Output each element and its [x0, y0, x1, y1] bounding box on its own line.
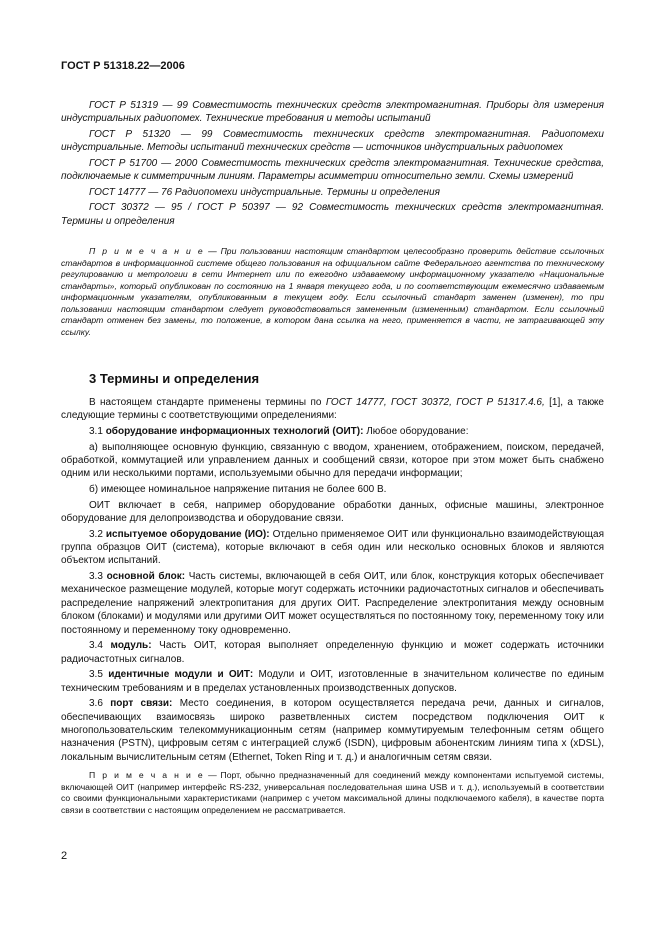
term-name: оборудование информационных технологий (ОИТ):	[105, 426, 364, 437]
term-number: 3.2	[89, 528, 106, 540]
note-text: — При пользовании настоящим стандартом целесообразно проверить действие ссылочных стандартов в информационной системе общего пользования на официальном сайте Федерального агентства по техническому регулированию и метрологии в сети Интернет или по ежегодно издаваемому информационному указателю «Национальные стандарты», который опубликован по состоянию на 1 января текущего года, и по соответствующим ежемесячно издаваемым информационным указателям, опубликованным в текущем году. Если ссылочный стандарт заменен (изменен), то при пользовании настоящим стандартом следует руководствоваться замененным (измененным) стандартом. Если ссылочный стандарт отменен без замены, то положение, в котором дана ссылка на него, применяется в части, не затрагивающей эту ссылку.	[61, 246, 604, 337]
term-definition: Часть системы, включающей в себя ОИТ, или блок, конструкция которых обеспечивает механическое размещение модулей, которые могут содержать источники радиочастотных сигналов и обеспечивать распределение напряжений электропитания для других ОИТ. Распределение электропитания между основным блоком (блоками) и модулями или другими ОИТ может осуществляться по постоянному току, переменному току или постоянному и переменному току одновременно.	[61, 571, 605, 636]
term-definition: Часть ОИТ, которая выполняет определенную функцию и может содержать источники радиочастотных сигналов.	[61, 640, 604, 665]
term-3-1-c: ОИТ включает в себя, например оборудование обработки данных, офисные машины, электронное оборудование для делопроизводства и оборудование связи.	[61, 499, 604, 524]
term-name: идентичные модули и ОИТ:	[108, 669, 254, 681]
reference-note	[61, 246, 604, 338]
note-text: — Порт, обычно предназначенный для соединений между компонентами испытуемой системы, включающей ОИТ (например интерфейс RS-232, универсальная последовательная шина USB и т. д.), используемый в соответствии со своими функциональными характеристиками (например с учетом максимальной длины подключаемого кабеля), в качестве порта связи в соответствии с настоящим определением не рассматривается.	[61, 770, 604, 815]
reference-item: ГОСТ 14777 — 76 Радиопомехи индустриальные. Термины и определения	[89, 186, 440, 198]
term-3-1-b: б) имеющее номинальное напряжение питания не более 600 В.	[89, 484, 387, 495]
normative-references	[61, 99, 604, 230]
term-name: модуль:	[110, 640, 152, 652]
term-definition: Отдельно применяемое ОИТ или функционально взаимодействующая группа образцов ОИТ (система), которые включают в себя один или несколько основных блоков и являются объектом испытаний.	[61, 528, 604, 567]
term-3-2	[61, 528, 604, 568]
term-name: испытуемое оборудование (ИО):	[105, 528, 270, 540]
term-3-6	[61, 697, 604, 764]
intro-text-end: [1], а также следующие термины с соответствующими определениями:	[61, 397, 604, 422]
section-heading: 3 Термины и определения	[89, 371, 260, 386]
term-definition: Место соединения, в котором осуществляется передача речи, данных и сигналов, обеспечивающих взаимосвязь широко разветвленных систем посредством подключения ОИТ к многопользовательским телекоммуникационным сетям (например коммутируемым телефонным сетям общего назначения (PSTN), цифровым сетям с интеграцией служб (ISDN), цифровым абонентским линиям типа x (xDSL), локальным вычислительным сетям (Ethernet, Token Ring и т. д.) и аналогичным сетям связи.	[61, 698, 604, 763]
intro-refs: ГОСТ 14777, ГОСТ 30372, ГОСТ Р 51317.4.6,	[325, 397, 545, 408]
term-name: основной блок:	[106, 571, 186, 582]
term-definition: Любое оборудование:	[363, 426, 469, 437]
term-3-4	[61, 639, 604, 666]
term-3-1	[61, 425, 604, 438]
document-header: ГОСТ Р 51318.22—2006	[61, 60, 185, 72]
term-note	[61, 770, 604, 816]
term-definition: Модули и ОИТ, изготовленные в значительном количестве по единым техническим требованиям и в пределах установленных производственных допусков.	[61, 669, 604, 694]
term-number: 3.1	[89, 426, 106, 437]
reference-item: ГОСТ 30372 — 95 / ГОСТ Р 50397 — 92 Совместимость технических средств электромагнитная. Термины и определения	[61, 202, 604, 227]
term-3-1-a: а) выполняющее основную функцию, связанную с вводом, хранением, отображением, поиском, передачей, обработкой, коммутацией или управлением данных и сообщений связи, которое при этом может быть снабжено одним или несколькими портами, используемыми обычно для передачи информации;	[61, 441, 604, 480]
page-number: 2	[61, 850, 68, 862]
intro-paragraph	[61, 396, 604, 423]
term-name: порт связи:	[110, 698, 173, 710]
term-3-3	[61, 570, 604, 637]
intro-text: В настоящем стандарте применены термины по	[89, 397, 326, 408]
term-3-5	[61, 668, 604, 695]
note-label: П р и м е ч а н и е	[89, 246, 205, 256]
term-number: 3.3	[89, 571, 107, 582]
term-number: 3.5	[89, 669, 109, 681]
section-body	[61, 396, 604, 766]
reference-item: ГОСТ Р 51700 — 2000 Совместимость технических средств электромагнитная. Технические средства, подключаемые к симметричным линиям. Параметры асимметрии относительно земли. Схемы измерений	[61, 157, 604, 183]
term-number: 3.4	[89, 640, 111, 652]
reference-item: ГОСТ Р 51320 — 99 Совместимость технических средств электромагнитная. Радиопомехи индустриальные. Методы испытаний технических средств — источников индустриальных радиопомех	[61, 128, 604, 154]
term-number: 3.6	[89, 698, 111, 710]
note-label: П р и м е ч а н и е	[89, 770, 205, 780]
reference-item: ГОСТ Р 51319 — 99 Совместимость технических средств электромагнитная. Приборы для измерения индустриальных радиопомех. Технические требования и методы испытаний	[61, 100, 604, 125]
